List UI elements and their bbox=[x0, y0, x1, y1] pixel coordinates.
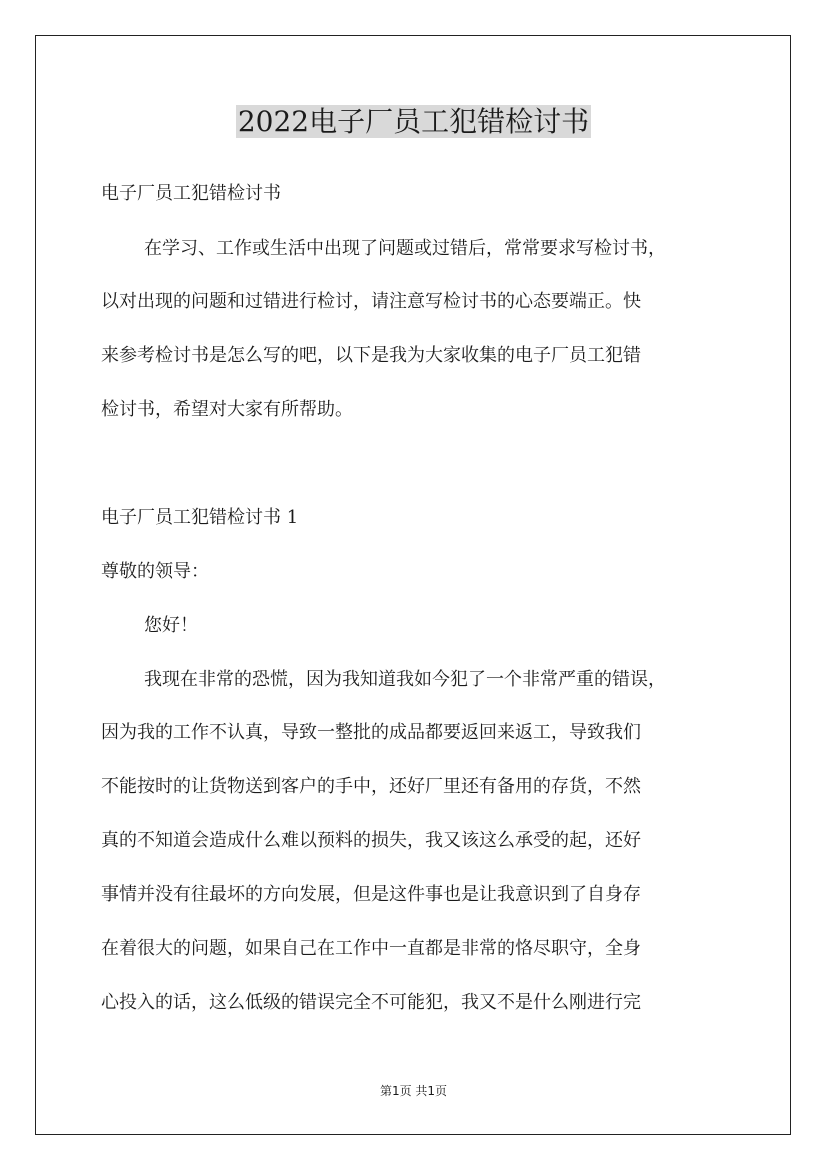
intro-line-1: 在学习、工作或生活中出现了问题或过错后，常常要求写检讨书， bbox=[144, 238, 666, 259]
section-heading: 电子厂员工犯错检讨书 1 bbox=[101, 507, 299, 528]
document-title-text: 2022电子厂员工犯错检讨书 bbox=[237, 105, 590, 138]
body-line-6: 在着很大的问题，如果自己在工作中一直都是非常的恪尽职守，全身 bbox=[101, 938, 641, 959]
body-line-5: 事情并没有往最坏的方向发展，但是这件事也是让我意识到了自身存 bbox=[101, 884, 641, 905]
body-line-1: 我现在非常的恐慌，因为我知道我如今犯了一个非常严重的错误， bbox=[144, 669, 666, 690]
intro-line-3: 来参考检讨书是怎么写的吧，以下是我为大家收集的电子厂员工犯错 bbox=[101, 345, 641, 366]
page-footer: 第1页 共1页 bbox=[379, 1084, 448, 1098]
document-title bbox=[0, 100, 827, 144]
body-line-3: 不能按时的让货物送到客户的手中，还好厂里还有备用的存货，不然 bbox=[101, 776, 641, 797]
document-subtitle: 电子厂员工犯错检讨书 bbox=[101, 183, 281, 204]
salutation: 尊敬的领导： bbox=[101, 561, 209, 582]
body-line-4: 真的不知道会造成什么难以预料的损失，我又该这么承受的起，还好 bbox=[101, 830, 641, 851]
body-line-7: 心投入的话，这么低级的错误完全不可能犯，我又不是什么刚进行完 bbox=[101, 992, 641, 1013]
intro-line-2: 以对出现的问题和过错进行检讨，请注意写检讨书的心态要端正。快 bbox=[101, 291, 641, 312]
intro-line-4: 检讨书，希望对大家有所帮助。 bbox=[101, 399, 353, 420]
greeting: 您好！ bbox=[144, 615, 198, 636]
body-line-2: 因为我的工作不认真，导致一整批的成品都要返回来返工，导致我们 bbox=[101, 722, 641, 743]
